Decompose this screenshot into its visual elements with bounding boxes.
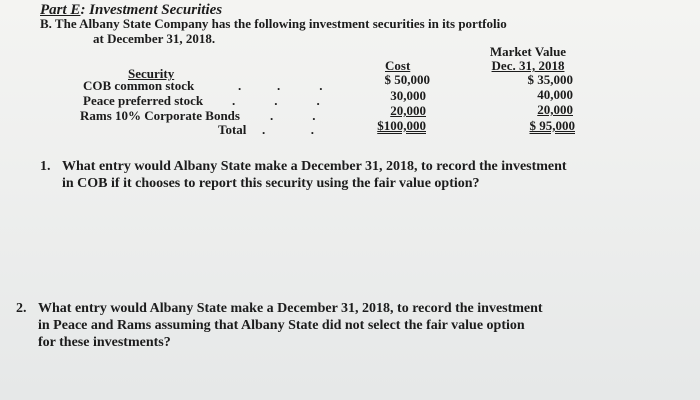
security-name-rams: Rams 10% Corporate Bonds bbox=[80, 108, 240, 123]
security-header: Security bbox=[128, 66, 175, 81]
market-value-header: Market Value bbox=[489, 44, 567, 59]
market-rams: 20,000 bbox=[537, 102, 573, 117]
cost-rams: 20,000 bbox=[390, 103, 426, 118]
dot-leader: . . bbox=[262, 122, 314, 137]
question-text-line: for these investments? bbox=[38, 335, 171, 350]
market-cob: $ 35,000 bbox=[527, 72, 573, 87]
cost-header: Cost bbox=[385, 58, 411, 73]
total-market: $ 95,000 bbox=[529, 118, 575, 133]
market-peace: 40,000 bbox=[537, 87, 573, 102]
market-value-date: Dec. 31, 2018 bbox=[491, 58, 565, 73]
total-label: Total bbox=[218, 122, 247, 137]
total-cost: $100,000 bbox=[377, 118, 426, 133]
dot-leader: . . . bbox=[232, 93, 320, 108]
cost-peace: 30,000 bbox=[390, 88, 426, 103]
question-1 bbox=[40, 158, 660, 192]
question-text-line: What entry would Albany State make a December 31, 2018, to record the investment bbox=[62, 159, 567, 174]
cost-cob: $ 50,000 bbox=[384, 72, 430, 87]
intro-line-2: at December 31, 2018. bbox=[93, 31, 216, 46]
part-title: : Investment Securities bbox=[80, 2, 223, 18]
intro-line-1: B. The Albany State Company has the following investment securities in its portfolio bbox=[40, 16, 507, 31]
dot-leader: . . . bbox=[238, 78, 323, 93]
question-number: 2. bbox=[16, 301, 27, 316]
security-name-cob: COB common stock bbox=[83, 78, 195, 93]
question-text-line: in Peace and Rams assuming that Albany State did not select the fair value option bbox=[38, 318, 525, 333]
dot-leader: . . bbox=[270, 108, 316, 123]
part-label: Part E bbox=[40, 2, 81, 18]
question-text-line: What entry would Albany State make a December 31, 2018, to record the investment bbox=[38, 301, 543, 316]
question-number: 1. bbox=[40, 159, 51, 174]
security-name-peace: Peace preferred stock bbox=[83, 93, 204, 108]
question-2 bbox=[16, 300, 676, 351]
question-text-line: in COB if it chooses to report this security using the fair value option? bbox=[62, 176, 480, 191]
